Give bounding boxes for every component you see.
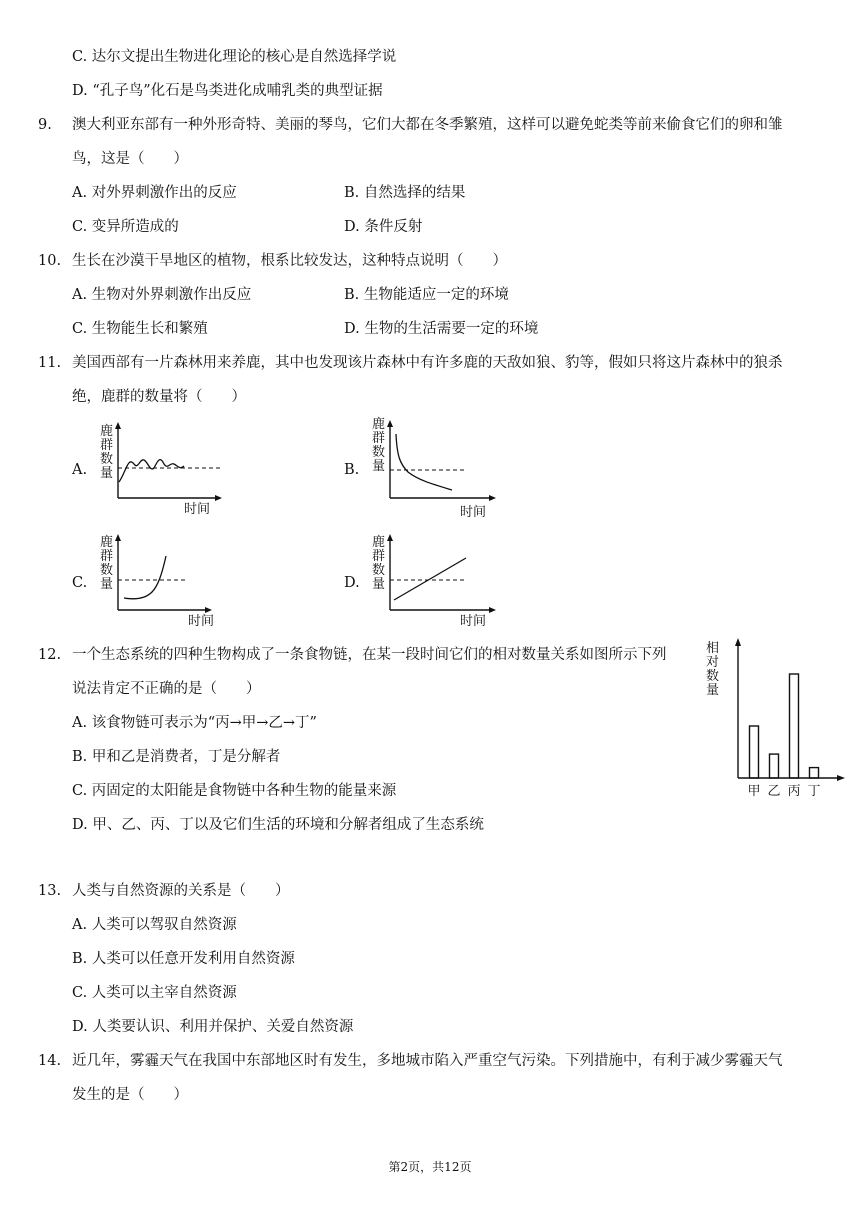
q11-option-d-label: D. — [344, 575, 360, 591]
bar-乙 — [770, 754, 779, 778]
q13-option-c: C. 人类可以主宰自然资源 — [72, 985, 237, 1001]
x-axis-arrow — [489, 495, 496, 501]
q10-option-d: D. 生物的生活需要一定的环境 — [344, 321, 539, 337]
q13-number: 13. — [38, 883, 62, 899]
tick-label-丁: 丁 — [807, 784, 821, 798]
y-axis-arrow — [115, 422, 121, 429]
q12-stem-line2: 说法肯定不正确的是（ ） — [72, 681, 261, 697]
q8-option-c: C. 达尔文提出生物进化理论的核心是自然选择学说 — [72, 49, 397, 65]
tick-label-丙: 丙 — [787, 784, 801, 798]
y-axis-arrow — [387, 534, 393, 541]
q12-option-a: A. 该食物链可表示为“丙→甲→乙→丁” — [72, 715, 317, 731]
population-curve — [119, 460, 184, 482]
q11-b-ylabel: 鹿 群 数 量 — [372, 417, 386, 474]
q11-option-c-label: C. — [72, 575, 88, 591]
q12-stem-line1: 一个生态系统的四种生物构成了一条食物链，在某一段时间它们的相对数量关系如图所示下列 — [72, 647, 667, 663]
bar-丙 — [790, 674, 799, 778]
q12-option-c: C. 丙固定的太阳能是食物链中各种生物的能量来源 — [72, 783, 397, 799]
q9-option-c: C. 变异所造成的 — [72, 219, 179, 235]
ticks-group — [747, 784, 820, 798]
q11-b-xlabel: 时间 — [460, 505, 487, 520]
q9-option-a: A. 对外界刺激作出的反应 — [72, 185, 237, 201]
q8-option-d: D. “孔子鸟”化石是鸟类进化成哺乳类的典型证据 — [72, 83, 383, 99]
q13-option-d: D. 人类要认识、利用并保护、关爱自然资源 — [72, 1019, 354, 1035]
tick-label-乙: 乙 — [767, 784, 781, 798]
q14-stem-line2: 发生的是（ ） — [72, 1087, 188, 1103]
q12-chart-ylabel: 相 对 数 量 — [706, 641, 720, 698]
population-curve — [396, 434, 452, 490]
q11-graph-d — [386, 534, 498, 614]
bars-group — [750, 674, 819, 778]
q12-option-b: B. 甲和乙是消费者，丁是分解者 — [72, 749, 281, 765]
q10-number: 10. — [38, 253, 62, 269]
q13-stem: 人类与自然资源的关系是（ ） — [72, 883, 290, 899]
q11-stem-line2: 绝，鹿群的数量将（ ） — [72, 389, 246, 405]
q12-number: 12. — [38, 647, 62, 663]
q11-option-a-label: A. — [72, 462, 88, 478]
q11-number: 11. — [38, 355, 62, 371]
q10-stem: 生长在沙漠干旱地区的植物，根系比较发达，这种特点说明（ ） — [72, 253, 507, 269]
q11-d-ylabel: 鹿 群 数 量 — [372, 535, 386, 592]
q12-option-d: D. 甲、乙、丙、丁以及它们生活的环境和分解者组成了生态系统 — [72, 817, 484, 833]
y-axis-arrow — [115, 534, 121, 541]
x-axis-arrow — [205, 607, 212, 613]
population-curve — [124, 556, 166, 599]
q11-graph-c — [114, 534, 216, 614]
q11-graph-b — [386, 420, 498, 502]
q14-stem-line1: 近几年，雾霾天气在我国中东部地区时有发生，多地城市陷入严重空气污染。下列措施中，有利于减少雾霾天气 — [72, 1053, 783, 1069]
q9-option-d: D. 条件反射 — [344, 219, 423, 235]
x-axis-arrow — [215, 495, 222, 501]
q10-option-c: C. 生物能生长和繁殖 — [72, 321, 208, 337]
q11-a-xlabel: 时间 — [184, 502, 211, 517]
q11-d-xlabel: 时间 — [460, 614, 487, 629]
q11-c-ylabel: 鹿 群 数 量 — [100, 535, 114, 592]
q11-graph-a — [114, 422, 226, 502]
q9-stem-line2: 鸟，这是（ ） — [72, 151, 188, 167]
q13-option-a: A. 人类可以驾驭自然资源 — [72, 917, 237, 933]
q10-option-b: B. 生物能适应一定的环境 — [344, 287, 509, 303]
q11-c-xlabel: 时间 — [188, 614, 215, 629]
bar-丁 — [810, 768, 819, 778]
q11-a-ylabel: 鹿 群 数 量 — [100, 424, 114, 481]
y-axis-arrow — [387, 420, 393, 427]
q11-stem-line1: 美国西部有一片森林用来养鹿，其中也发现该片森林中有许多鹿的天敌如狼、豹等，假如只将这片森林中的狼杀 — [72, 355, 783, 371]
q9-number: 9. — [38, 117, 52, 133]
y-axis-arrow — [735, 638, 741, 646]
tick-label-甲: 甲 — [747, 784, 761, 798]
x-axis-arrow — [489, 607, 496, 613]
q9-option-b: B. 自然选择的结果 — [344, 185, 466, 201]
q9-stem-line1: 澳大利亚东部有一种外形奇特、美丽的琴鸟，它们大都在冬季繁殖，这样可以避免蛇类等前来偷食它们的卵和雏 — [72, 117, 783, 133]
q14-number: 14. — [38, 1053, 62, 1069]
bar-甲 — [750, 726, 759, 778]
q11-option-b-label: B. — [344, 462, 360, 478]
page-footer: 第2页，共12页 — [388, 1160, 472, 1174]
q13-option-b: B. 人类可以任意开发利用自然资源 — [72, 951, 295, 967]
q12-bar-chart — [724, 636, 848, 798]
population-curve — [394, 558, 466, 600]
q10-option-a: A. 生物对外界刺激作出反应 — [72, 287, 252, 303]
x-axis-arrow — [837, 775, 845, 781]
